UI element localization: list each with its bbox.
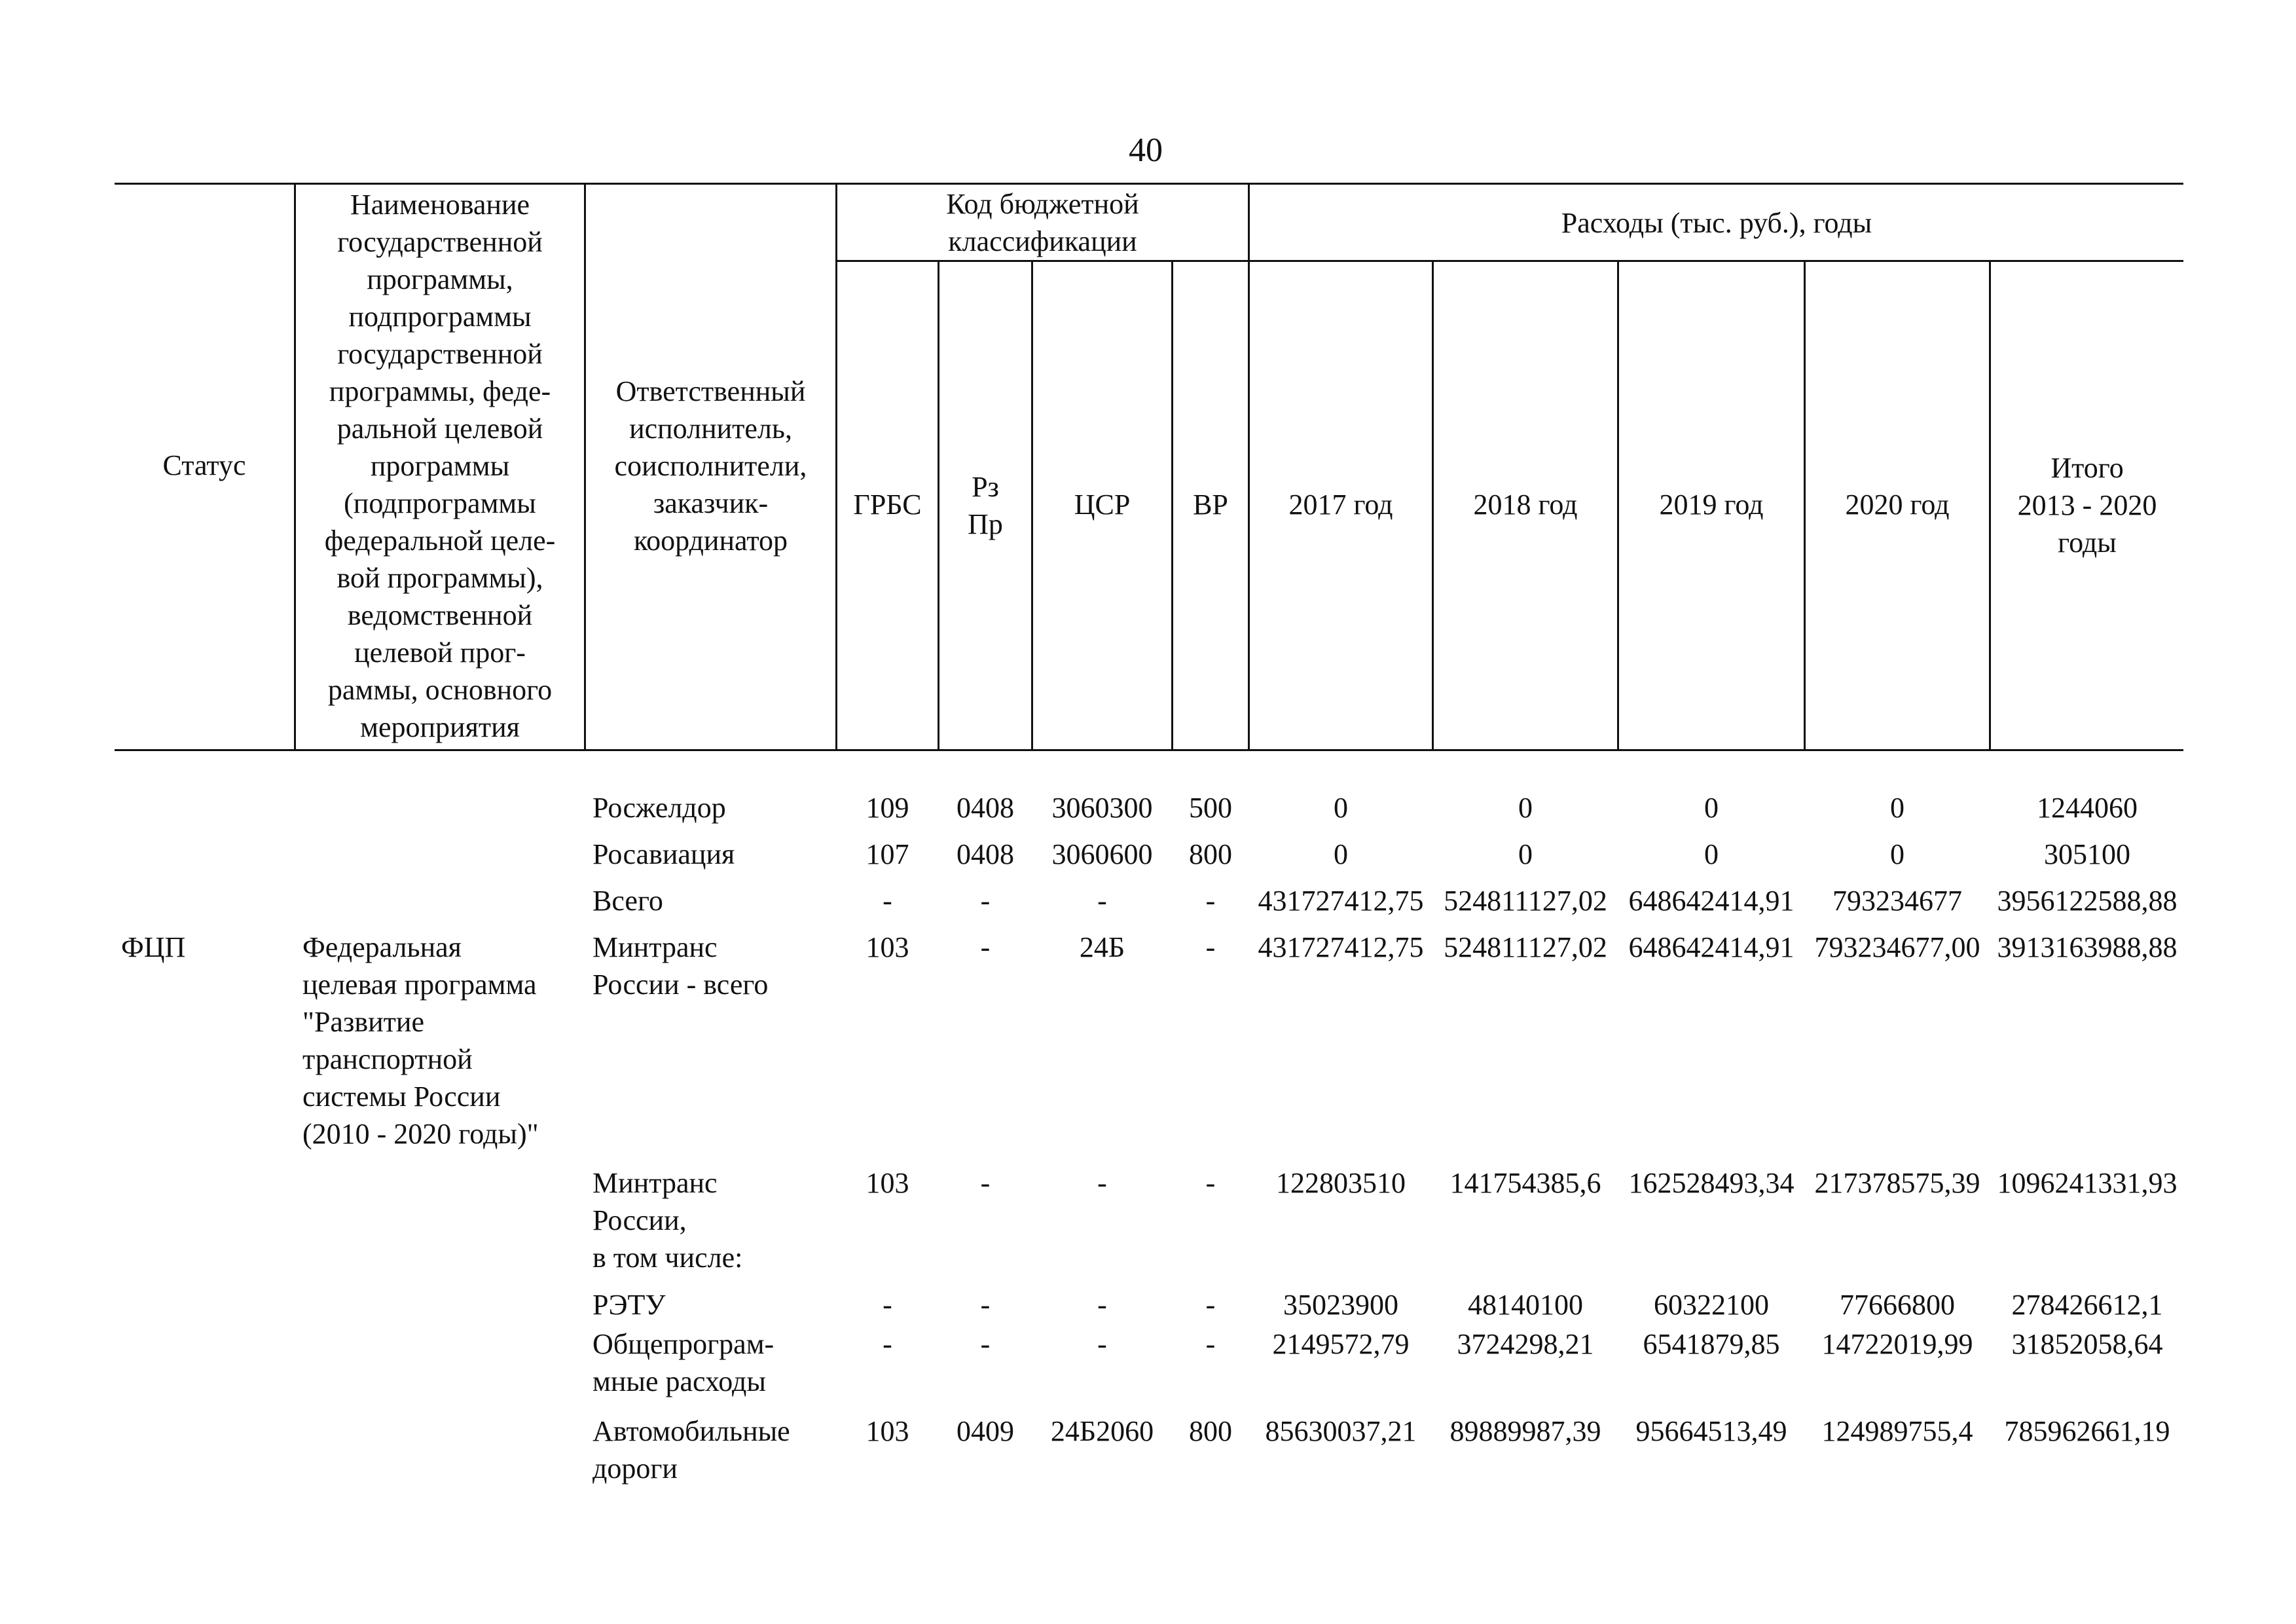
row-2020: 14722019,99 [1821, 1328, 1973, 1360]
header-rzpr: Рз Пр [968, 471, 1003, 540]
header-budget-code: Код бюджетной классификации [946, 188, 1139, 257]
row-2019: 648642414,91 [1628, 931, 1795, 963]
row-csr: 3060600 [1051, 838, 1153, 870]
row-csr: - [1097, 1289, 1107, 1321]
row-csr: - [1097, 1328, 1107, 1360]
header-vr: ВР [1193, 489, 1228, 521]
row-csr: 3060300 [1051, 792, 1153, 824]
row-2019: 0 [1704, 838, 1719, 870]
row-executor: Автомобильные дороги [592, 1415, 790, 1485]
row-2018: 141754385,6 [1449, 1167, 1601, 1199]
row-rzpr: - [980, 1167, 991, 1199]
row-executor: Минтранс России - всего [592, 931, 769, 1001]
row-vr: - [1205, 1289, 1216, 1321]
row-2019: 648642414,91 [1628, 885, 1795, 917]
header-2019: 2019 год [1659, 489, 1764, 521]
row-2020: 124989755,4 [1821, 1415, 1973, 1447]
row-grbs: 109 [866, 792, 909, 824]
header-status: Статус [162, 449, 246, 481]
row-executor: РЭТУ [592, 1289, 666, 1321]
row-2017: 0 [1334, 792, 1348, 824]
row-grbs: - [883, 1289, 892, 1321]
row-rzpr: 0409 [957, 1415, 1014, 1447]
row-vr: 800 [1189, 1415, 1232, 1447]
row-2018: 48140100 [1468, 1289, 1583, 1321]
header-bottom-rule [115, 749, 2183, 751]
row-2019: 95664513,49 [1635, 1415, 1787, 1447]
row-total: 31852058,64 [2011, 1328, 2163, 1360]
block-status: ФЦП [121, 931, 186, 963]
row-total: 1244060 [2037, 792, 2138, 824]
row-vr: - [1205, 1328, 1216, 1360]
row-2018: 0 [1518, 838, 1533, 870]
row-csr: 24Б [1079, 931, 1125, 963]
header-csr: ЦСР [1074, 489, 1131, 521]
row-executor: Всего [592, 885, 663, 917]
row-2020: 77666800 [1840, 1289, 1955, 1321]
row-vr: - [1205, 1167, 1216, 1199]
header-executor: Ответственный исполнитель, соисполнители, заказчик- координатор [614, 375, 807, 557]
header-program-name: Наименование государственной программы, подпрограммы государственной программы, феде- ральной целевой программы (подпрограммы федеральной целе- вой программы), ведомственной целевой прог- раммы, основного мероприятия [324, 189, 556, 743]
row-2017: 35023900 [1283, 1289, 1398, 1321]
row-grbs: 103 [866, 1167, 909, 1199]
row-rzpr: - [980, 1289, 991, 1321]
row-2020: 217378575,39 [1814, 1167, 1980, 1199]
row-vr: 500 [1189, 792, 1232, 824]
row-2019: 6541879,85 [1643, 1328, 1780, 1360]
row-2018: 524811127,02 [1444, 885, 1607, 917]
row-total: 278426612,1 [2011, 1289, 2163, 1321]
row-csr: - [1097, 1167, 1107, 1199]
row-csr: 24Б2060 [1050, 1415, 1154, 1447]
row-2020: 0 [1890, 792, 1904, 824]
row-csr: - [1097, 885, 1107, 917]
table-top-rule [115, 183, 2183, 185]
row-executor: Росавиация [592, 838, 735, 870]
row-rzpr: - [980, 1328, 991, 1360]
row-total: 785962661,19 [2004, 1415, 2170, 1447]
row-total: 3956122588,88 [1997, 885, 2178, 917]
row-2020: 0 [1890, 838, 1904, 870]
row-2017: 122803510 [1276, 1167, 1406, 1199]
row-executor: Общепрограм- мные расходы [592, 1328, 774, 1397]
row-2018: 524811127,02 [1444, 931, 1607, 963]
row-vr: 800 [1189, 838, 1232, 870]
row-2019: 0 [1704, 792, 1719, 824]
row-grbs: 107 [866, 838, 909, 870]
row-2018: 0 [1518, 792, 1533, 824]
row-2017: 431727412,75 [1258, 885, 1424, 917]
row-2019: 162528493,34 [1628, 1167, 1795, 1199]
row-total: 305100 [2044, 838, 2130, 870]
col-sep [1248, 183, 1250, 750]
header-2017: 2017 год [1288, 489, 1393, 521]
row-2017: 431727412,75 [1258, 931, 1424, 963]
row-rzpr: - [980, 931, 991, 963]
row-executor: Минтранс России, в том числе: [592, 1167, 743, 1274]
row-2019: 60322100 [1654, 1289, 1769, 1321]
header-2020: 2020 год [1845, 489, 1950, 521]
col-sep [835, 183, 837, 750]
row-grbs: 103 [866, 931, 909, 963]
row-2020: 793234677 [1832, 885, 1962, 917]
header-grbs: ГРБС [853, 489, 922, 521]
row-2017: 0 [1334, 838, 1348, 870]
header-2018: 2018 год [1473, 489, 1578, 521]
header-expenses: Расходы (тыс. руб.), годы [1561, 207, 1872, 239]
page-number: 40 [1129, 132, 1163, 169]
row-vr: - [1205, 885, 1216, 917]
budget-code-subrule [837, 260, 2183, 262]
row-vr: - [1205, 931, 1216, 963]
row-2017: 85630037,21 [1265, 1415, 1417, 1447]
block-program-name: Федеральная целевая программа "Развитие транспортной системы России (2010 - 2020 годы)" [302, 931, 539, 1150]
row-2018: 89889987,39 [1449, 1415, 1601, 1447]
row-grbs: 103 [866, 1415, 909, 1447]
row-total: 3913163988,88 [1997, 931, 2178, 963]
row-rzpr: 0408 [957, 838, 1014, 870]
row-executor: Росжелдор [592, 792, 726, 824]
header-total: Итого 2013 - 2020 годы [2017, 452, 2157, 559]
row-rzpr: - [980, 885, 991, 917]
row-2018: 3724298,21 [1457, 1328, 1594, 1360]
row-grbs: - [883, 1328, 892, 1360]
row-grbs: - [883, 885, 892, 917]
row-2017: 2149572,79 [1272, 1328, 1410, 1360]
row-total: 1096241331,93 [1997, 1167, 2178, 1199]
row-2020: 793234677,00 [1814, 931, 1980, 963]
row-rzpr: 0408 [957, 792, 1014, 824]
